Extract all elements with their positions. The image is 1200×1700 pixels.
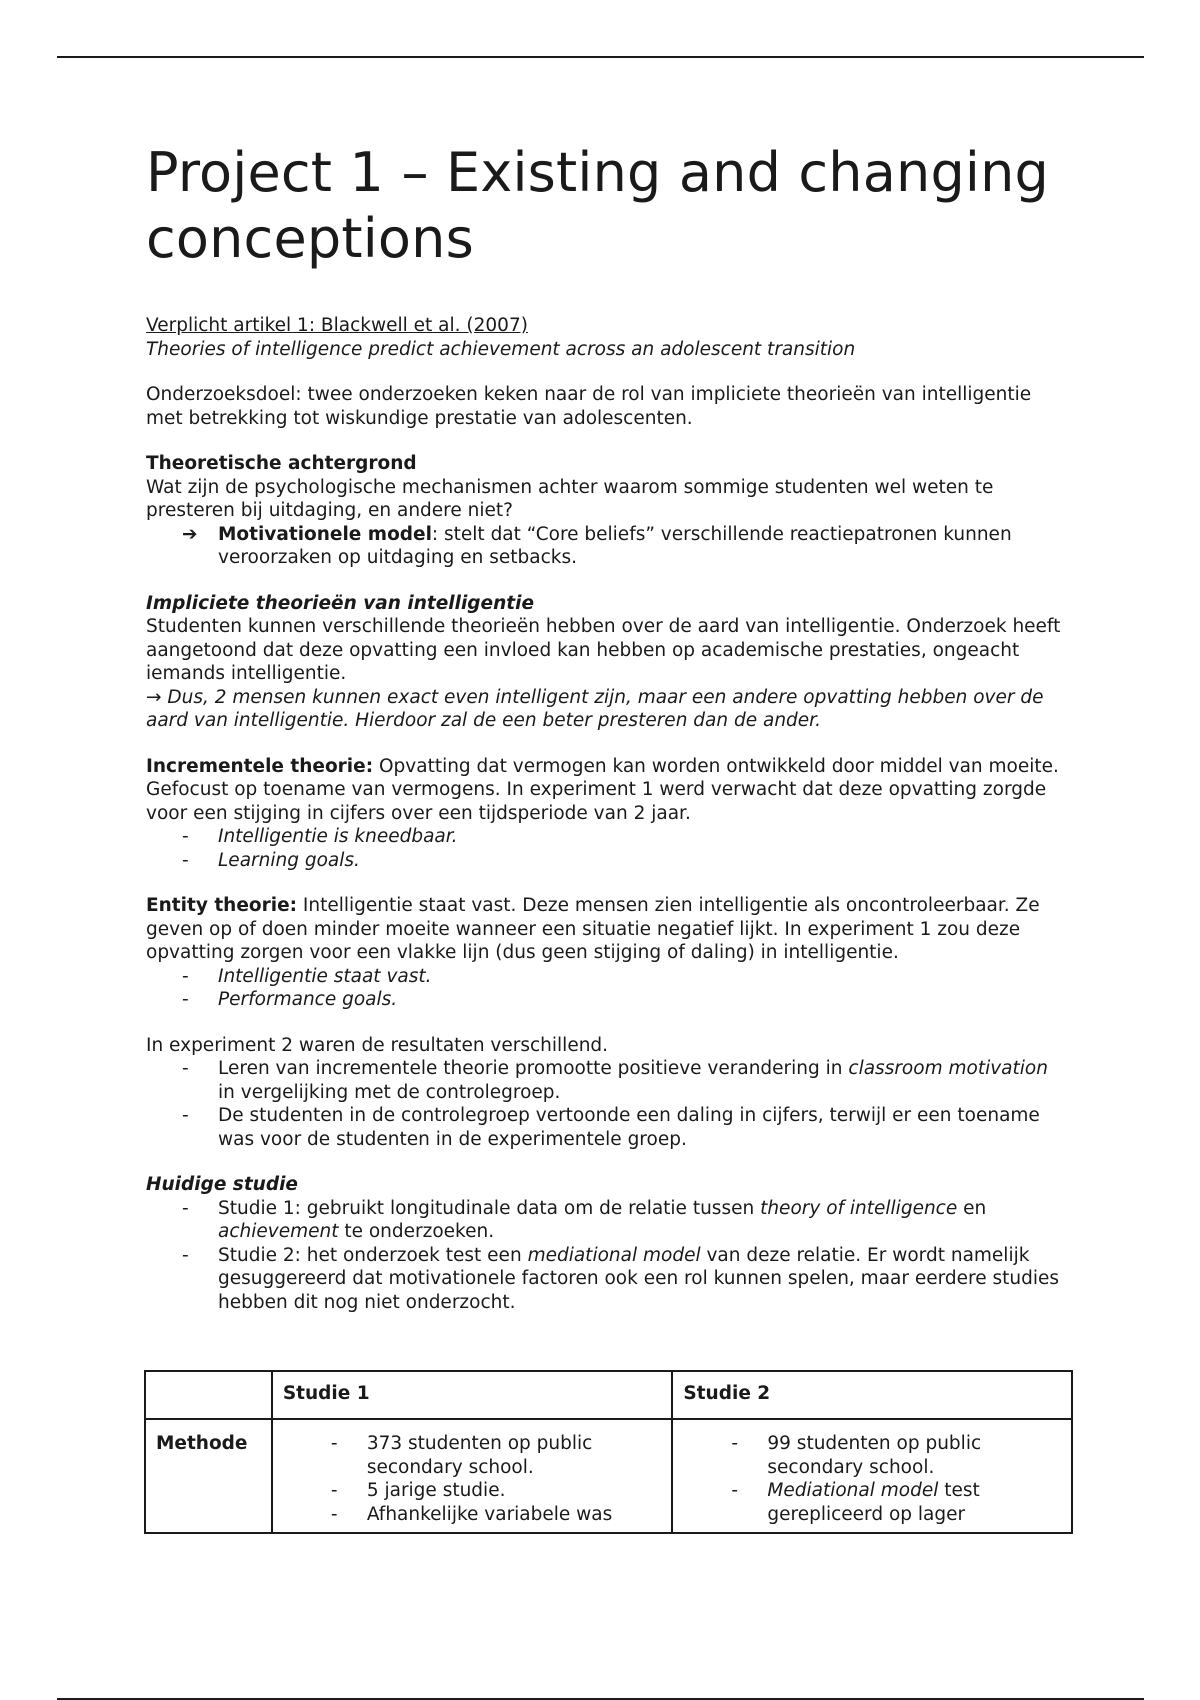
list-item: - Studie 2: het onderzoek test een mediational model van deze relatie. Er wordt namelijk gesuggereerd dat motivationele factoren ook een rol kunnen spelen, maar eerdere studies hebben dit nog niet onderzocht. — [182, 1244, 1060, 1313]
list-item: - Studie 1: gebruikt longitudinale data om de relatie tussen theory of intelligence en achievement te onderzoeken. — [182, 1197, 987, 1242]
comparison-table — [144, 1370, 1073, 1534]
dash-list — [683, 1432, 1061, 1526]
document-body — [146, 140, 1066, 1336]
table-header-studie-1: Studie 1 — [272, 1371, 673, 1419]
section-implicit-theories — [146, 592, 1066, 733]
paragraph: Incrementele theorie: Opvatting dat vermogen kan worden ontwikkeld door middel van moeite. Gefocust op toename van vermogens. In experiment 1 werd verwacht dat deze opvatting zorgde voor een stijging in cijfers over een tijdsperiode van 2 jaar. — [146, 755, 1059, 824]
dash-list — [283, 1432, 662, 1526]
paragraph: Studenten kunnen verschillende theorieën hebben over de aard van intelligentie. Onderzoek heeft aangetoond dat deze opvatting een invloed kan hebben op academische prestaties, ongeacht iemands intelligentie. — [146, 616, 1061, 684]
table-header-studie-2: Studie 2 — [672, 1371, 1072, 1419]
table-cell-studie-2 — [672, 1419, 1072, 1533]
section-heading: Impliciete theorieën van intelligentie — [146, 592, 534, 614]
table-header-row — [145, 1371, 1072, 1419]
section-entity-theory — [146, 894, 1066, 1012]
top-rule — [57, 56, 1144, 58]
list-item: - Intelligentie staat vast. — [182, 965, 432, 987]
list-item: - Performance goals. — [182, 989, 398, 1010]
table-row — [145, 1419, 1072, 1533]
dash-list — [146, 825, 1066, 872]
list-item: - Afhankelijke variabele was — [330, 1503, 613, 1525]
section-experiment-2 — [146, 1034, 1066, 1152]
article-reference — [146, 314, 1066, 361]
section-theoretical-background — [146, 452, 1066, 570]
arrow-list — [146, 523, 1066, 570]
list-item: - De studenten in de controlegroep vertoonde een daling in cijfers, terwijl er een toename was voor de studenten in de experimentele groep. — [182, 1105, 1040, 1150]
dash-list — [146, 1197, 1066, 1315]
list-item: - 5 jarige studie. — [330, 1480, 506, 1501]
list-item: - Intelligentie is kneedbaar. — [182, 826, 458, 847]
italic-conclusion: → Dus, 2 mensen kunnen exact even intelligent zijn, maar een andere opvatting hebben over de aard van intelligentie. Hierdoor zal de een beter presteren dan de ander. — [146, 686, 1044, 731]
list-item: ➔ Motivationele model: stelt dat “Core beliefs” verschillende reactiepatronen kunnen veroorzaken op uitdaging en setbacks. — [182, 523, 1012, 568]
dash-list — [146, 965, 1066, 1012]
article-subtitle: Theories of intelligence predict achievement across an adolescent transition — [146, 338, 856, 360]
section-heading: Huidige studie — [146, 1174, 298, 1195]
list-item: - Mediational model test gerepliceerd op lager — [731, 1480, 980, 1525]
article-ref: Verplicht artikel 1: Blackwell et al. (2007) — [146, 315, 528, 336]
table-cell-empty — [145, 1371, 272, 1419]
paragraph: Wat zijn de psychologische mechanismen achter waarom sommige studenten wel weten te presteren bij uitdaging, en andere niet? — [146, 476, 994, 521]
dash-list — [146, 1057, 1066, 1151]
arrow-icon: ➔ — [182, 523, 198, 545]
list-item: - Learning goals. — [182, 849, 360, 871]
list-item: - Leren van incrementele theorie promootte positieve verandering in classroom motivation in vergelijking met de controlegroep. — [182, 1058, 1048, 1103]
page-title: Project 1 – Existing and changing conceptions — [146, 141, 1050, 270]
table-cell-studie-1 — [272, 1419, 673, 1533]
list-item: - 99 studenten op public secondary school. — [731, 1433, 982, 1478]
table-row-label: Methode — [145, 1419, 272, 1533]
research-goal: Onderzoeksdoel: twee onderzoeken keken naar de rol van impliciete theorieën van intelligentie met betrekking tot wiskundige prestatie van adolescenten. — [146, 384, 1032, 429]
section-heading: Theoretische achtergrond — [146, 453, 417, 474]
paragraph: In experiment 2 waren de resultaten verschillend. — [146, 1034, 609, 1056]
section-incremental-theory — [146, 755, 1066, 873]
section-current-study — [146, 1173, 1066, 1314]
list-item: - 373 studenten op public secondary school. — [330, 1433, 593, 1478]
paragraph: Entity theorie: Intelligentie staat vast. Deze mensen zien intelligentie als oncontroleerbaar. Ze geven op of doen minder moeite wanneer een situatie negatief lijkt. In experiment 1 zou deze opvatting zorgen voor een vlakke lijn (dus geen stijging of daling) in intelligentie. — [146, 895, 1040, 963]
